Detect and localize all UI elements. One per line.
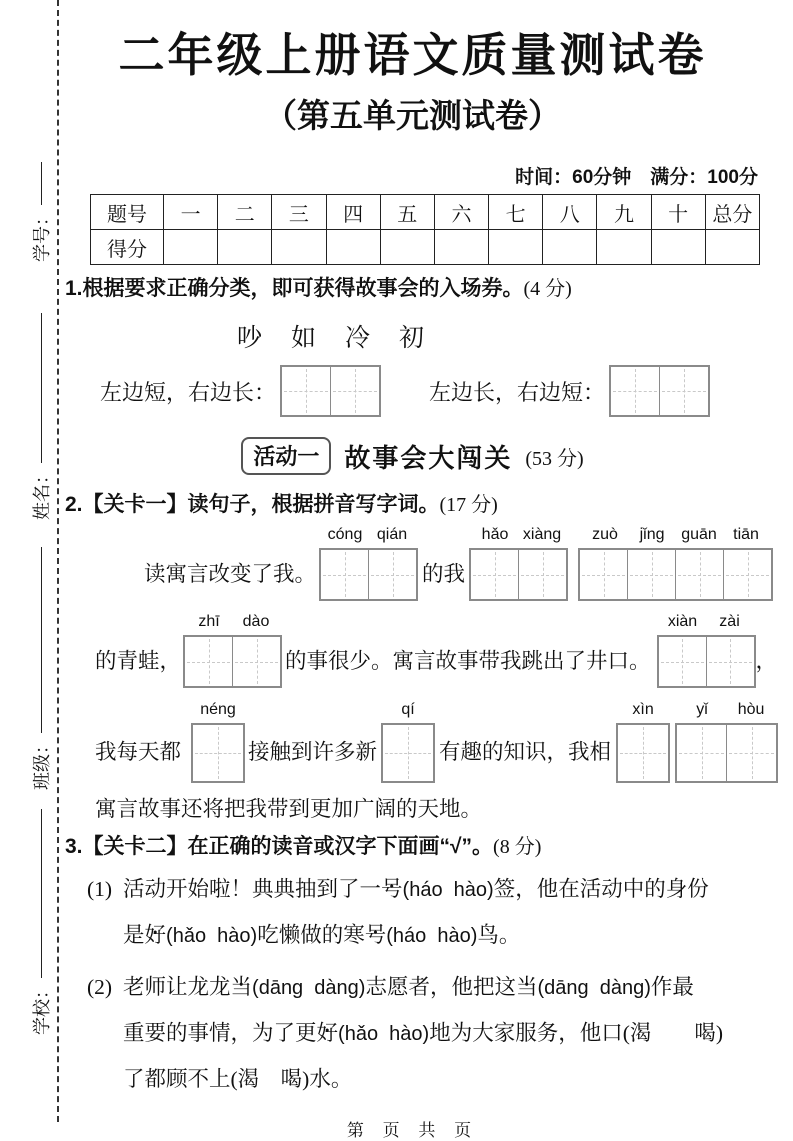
score-table-header-cell: 题号	[91, 195, 164, 230]
writing-cell	[723, 550, 771, 599]
score-cell-empty	[434, 230, 488, 265]
tianzige-grid	[183, 635, 282, 688]
pinyin-syllable: zuò	[592, 526, 618, 543]
school-field	[26, 809, 56, 1035]
q3-item2	[65, 965, 760, 1102]
pinyin-writing-grid	[191, 700, 245, 783]
paper-title: 二年级上册语文质量测试卷	[118, 29, 707, 81]
question1-score: (4 分)	[523, 278, 572, 300]
pinyin-writing-grid	[616, 700, 670, 783]
writing-cell	[321, 550, 368, 599]
pinyin-syllable: hòu	[737, 701, 765, 718]
question2-score: (17 分)	[439, 494, 498, 516]
pinyin-syllable: jǐng	[639, 526, 665, 543]
writing-cell	[611, 367, 659, 415]
pinyin-row	[582, 525, 770, 548]
score-table-header-cell: 十	[651, 195, 705, 230]
score-table	[90, 194, 760, 265]
writing-cell	[471, 550, 518, 599]
pinyin-row	[678, 700, 776, 723]
score-table-header-cell: 五	[380, 195, 434, 230]
q2-line2-text: 的事很少。寓言故事带我跳出了井口。	[285, 649, 651, 673]
class-blank-line	[41, 547, 42, 733]
page-footer: 第 页 共 页	[346, 1121, 479, 1140]
pinyin-syllable: xiàng	[522, 526, 562, 543]
q2-line4: 寓言故事还将把我带到更加广阔的天地。	[95, 797, 483, 821]
score-cell-empty	[218, 230, 272, 265]
classify-char: 冷	[345, 325, 371, 352]
student-name-blank-line	[41, 313, 42, 463]
writing-cell	[383, 725, 433, 781]
pinyin-row	[193, 700, 243, 723]
q2-line2-comma: ，	[755, 649, 778, 673]
q3-item1-line: 是好 •(hǎo hào)吃懒做的寒号 •(háo hào)鸟。	[123, 913, 760, 959]
score-cell-empty	[380, 230, 434, 265]
pinyin-syllable: dào	[242, 613, 270, 630]
pinyin-syllable: zhī	[198, 613, 220, 630]
pinyin-syllable: zài	[719, 613, 740, 630]
pinyin-row	[618, 700, 668, 723]
writing-cell	[232, 637, 280, 686]
writing-cell	[677, 725, 726, 781]
score-table-header-cell: 九	[597, 195, 651, 230]
time-score-meta: 时间：60分钟 满分：100分	[515, 167, 758, 188]
pinyin-syllable: xìn	[632, 701, 654, 718]
activity-tag: 活动一	[241, 437, 331, 475]
tianzige-grid	[609, 365, 710, 417]
score-row-label: 得分	[91, 230, 164, 265]
writing-cell	[675, 550, 723, 599]
question3-score: (8 分)	[493, 836, 542, 858]
pinyin-writing-grid	[319, 525, 418, 601]
tianzige-grid	[381, 723, 435, 783]
pinyin-syllable: qián	[376, 526, 408, 543]
paper-content	[65, 0, 778, 1141]
pinyin-writing-grid	[469, 525, 568, 601]
tianzige-grid	[319, 548, 418, 601]
pinyin-writing-grid	[183, 612, 282, 688]
writing-cell	[185, 637, 232, 686]
classify-char: 初	[399, 325, 425, 352]
score-table-header-cell: 七	[489, 195, 543, 230]
question1-answer-row	[65, 365, 760, 417]
class-label: 班级：	[32, 736, 52, 790]
q3-item1-number: (1)	[87, 877, 113, 901]
score-table-header-cell: 二	[218, 195, 272, 230]
tianzige-grid	[191, 723, 245, 783]
writing-cell	[518, 550, 566, 599]
tianzige-grid	[469, 548, 568, 601]
pinyin-syllable: yǐ	[696, 701, 708, 718]
q3-item2-line: 了都顾不上(渴 喝)水。	[123, 1067, 353, 1091]
question1-character-row	[237, 318, 760, 354]
q2-line1	[65, 525, 760, 601]
class-field	[26, 547, 56, 790]
score-table-score-row	[91, 230, 760, 265]
pinyin-syllable: guān	[681, 526, 717, 543]
score-table-header-cell: 总分	[705, 195, 759, 230]
score-cell-empty	[543, 230, 597, 265]
pinyin-syllable: néng	[200, 701, 236, 718]
score-cell-empty	[597, 230, 651, 265]
pinyin-row	[472, 525, 566, 548]
score-table-header-cell: 三	[272, 195, 326, 230]
student-id-label: 学号：	[32, 208, 52, 262]
pinyin-writing-grid	[675, 700, 778, 783]
score-table-header-row	[91, 195, 760, 230]
pinyin-syllable: qí	[401, 701, 415, 718]
pinyin-row	[322, 525, 416, 548]
score-table-header-cell: 六	[434, 195, 488, 230]
q3-item1	[65, 867, 760, 959]
writing-cell	[193, 725, 243, 781]
q2-line3-text: 接触到许多新	[248, 740, 378, 764]
q2-line2	[65, 612, 778, 688]
student-id-blank-line	[41, 162, 42, 205]
classify-char: 吵	[237, 325, 263, 352]
pinyin-syllable: tiān	[733, 526, 759, 543]
question2-header: 2.【关卡一】读句子，根据拼音写字词。(17 分)	[65, 493, 498, 516]
school-label: 学校：	[32, 981, 52, 1035]
writing-cell	[659, 637, 706, 686]
student-id-field	[26, 162, 56, 262]
classify-char: 如	[291, 325, 317, 352]
pinyin-row	[186, 612, 280, 635]
left-long-label: 左边长，右边短：	[429, 379, 606, 405]
activity-banner	[65, 437, 760, 475]
score-cell-empty	[164, 230, 218, 265]
q2-line3-text: 我每天都	[95, 740, 182, 764]
writing-cell	[580, 550, 627, 599]
left-short-label: 左边短，右边长：	[100, 379, 277, 405]
question3-header: 3.【关卡二】在正确的读音或汉字下面画“√”。(8 分)	[65, 835, 542, 858]
student-name-label: 姓名：	[32, 466, 52, 520]
tianzige-grid	[657, 635, 756, 688]
score-cell-empty	[705, 230, 759, 265]
q3-item2-line: 重要的事情，为了更好 •(hǎo hào)地为大家服务，他口(渴 喝)	[123, 1011, 760, 1057]
q2-line1-text: 的我	[422, 562, 466, 586]
tianzige-grid	[280, 365, 381, 417]
tianzige-grid	[616, 723, 670, 783]
pinyin-row	[383, 700, 433, 723]
q2-line2-text: 的青蛙，	[95, 649, 182, 673]
question1-header: 1.根据要求正确分类，即可获得故事会的入场券。(4 分)	[65, 277, 572, 300]
q3-item1-line: 活动开始啦！典典抽到了一号 •(háo hào)签，他在活动中的身份	[123, 867, 760, 913]
activity-title: 故事会大闯关	[344, 442, 513, 473]
writing-cell	[368, 550, 416, 599]
writing-cell	[618, 725, 668, 781]
q2-line3	[65, 700, 765, 783]
score-table-header-cell: 四	[326, 195, 380, 230]
score-cell-empty	[272, 230, 326, 265]
q2-line3-text: 有趣的知识，我相	[439, 740, 612, 764]
writing-cell	[282, 367, 330, 415]
tianzige-grid	[675, 723, 778, 783]
score-table-header-cell: 八	[543, 195, 597, 230]
writing-cell	[330, 367, 379, 415]
pinyin-row	[659, 612, 753, 635]
pinyin-writing-grid	[578, 525, 773, 601]
score-table-header-cell: 一	[164, 195, 218, 230]
pinyin-syllable: cóng	[327, 526, 363, 543]
seal-line-divider	[57, 0, 59, 1122]
paper-subtitle: （第五单元测试卷）	[264, 97, 561, 134]
score-cell-empty	[326, 230, 380, 265]
q3-item2-number: (2)	[87, 975, 113, 999]
writing-cell	[706, 637, 754, 686]
tianzige-grid	[578, 548, 773, 601]
school-blank-line	[41, 809, 42, 978]
activity-score: (53 分)	[525, 447, 584, 470]
pinyin-syllable: xiàn	[667, 613, 698, 630]
score-cell-empty	[651, 230, 705, 265]
q2-line1-text: 读寓言改变了我。	[144, 562, 317, 586]
pinyin-writing-grid	[381, 700, 435, 783]
student-name-field	[26, 313, 56, 520]
pinyin-writing-grid	[657, 612, 756, 688]
writing-cell	[627, 550, 675, 599]
score-cell-empty	[489, 230, 543, 265]
q3-item2-line: 老师让龙龙当 •(dāng dàng)志愿者，他把这当 •(dāng dàng)作最	[123, 965, 760, 1011]
pinyin-syllable: hǎo	[481, 526, 509, 543]
writing-cell	[659, 367, 708, 415]
writing-cell	[726, 725, 776, 781]
